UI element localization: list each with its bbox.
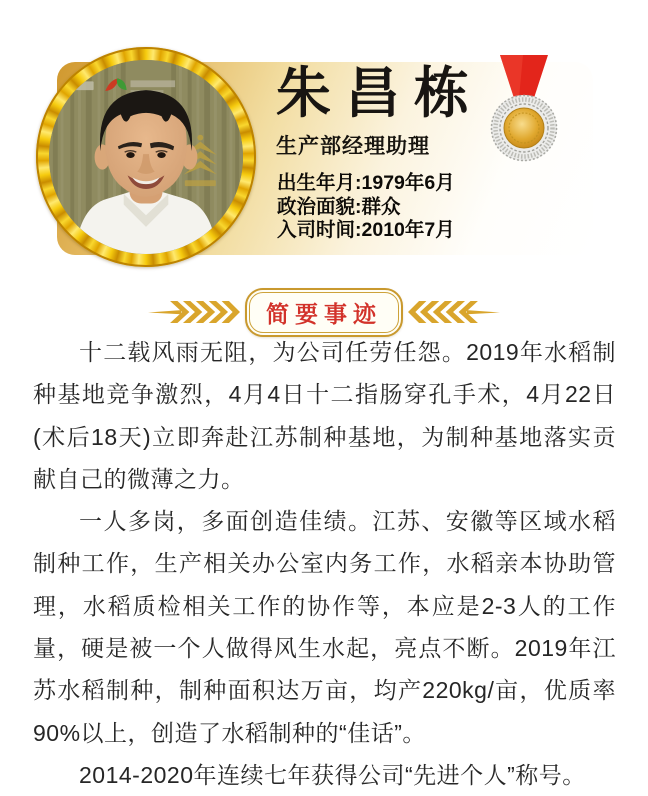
info-join-value: 2010年7月 [361,219,455,241]
portrait-photo-svg [49,60,243,254]
banner-title: 简要事迹 [266,300,382,327]
biography-text [33,331,616,796]
employee-name: 朱昌栋 [276,63,484,124]
banner-pill-inner [249,292,399,333]
bio-paragraph-1: 十二载风雨无阻，为公司任劳任怨。2019年水稻制种基地竞争激烈，4月4日十二指肠穿孔手术，4月22日(术后18天)立即奔赴江苏制种基地，为制种基地落实贡献自己的微薄之力。 [33,339,616,492]
photo-logo-left [74,81,93,90]
bio-paragraph-2: 一人多岗，多面创造佳绩。江苏、安徽等区域水稻制种工作，生产相关办公室内务工作，水稻亲本协助管理，水稻质检相关工作的协作等，本应是2-3人的工作量，硬是被一个人做得风生水起，亮点不断。2019年江苏水稻制种，制种面积达万亩，均产220kg/亩，优质率90%以上，创造了水稻制种的“佳话”。 [33,508,616,746]
info-block [277,172,455,243]
info-birth [277,172,455,196]
medal-icon [489,55,559,167]
info-political-label: 政治面貌: [277,195,362,218]
employee-title: 生产部经理助理 [276,135,430,158]
section-banner [0,292,648,332]
info-political [277,196,455,220]
wheat-ornament-right-icon [408,299,500,325]
name-block [276,64,483,160]
info-political-value: 群众 [361,195,401,218]
info-join [277,219,455,243]
info-join-label: 入司时间: [277,219,362,241]
bio-paragraph-3: 2014-2020年连续七年获得公司“先进个人”称号。 [79,761,586,788]
info-birth-label: 出生年月: [277,172,362,194]
portrait-photo-icon [49,60,243,254]
banner-pill [245,288,403,337]
wheat-ornament-left-icon [148,299,240,325]
portrait-frame [36,47,256,267]
info-birth-value: 1979年6月 [361,172,455,194]
